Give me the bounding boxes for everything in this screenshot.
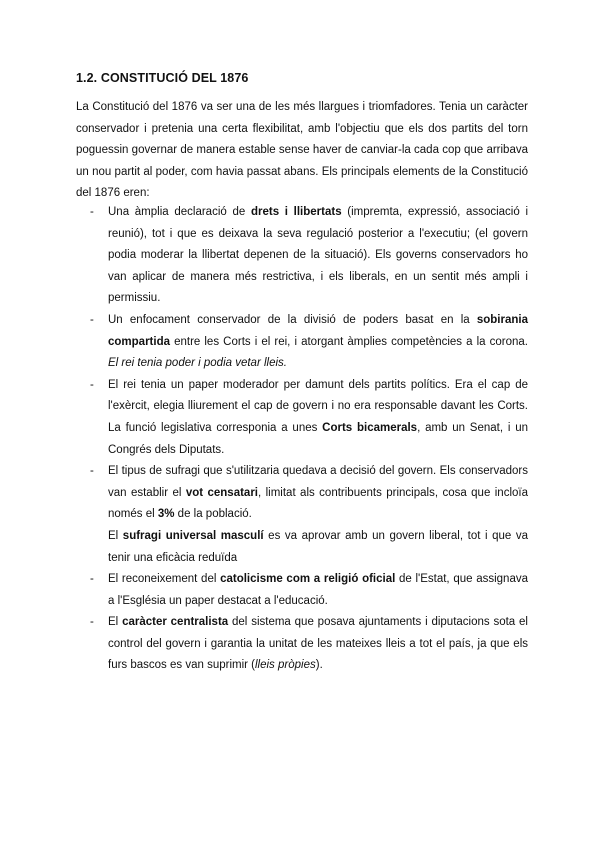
elements-list <box>76 202 528 677</box>
list-item-continuation: El sufragi universal masculí es va aprovar amb un govern liberal, tot i que va tenir una eficàcia reduïda <box>108 529 529 564</box>
list-item <box>76 202 528 310</box>
list-item-text: El reconeixement del catolicisme com a religió oficial de l'Estat, que assignava a l'Església un paper destacat a l'educació. <box>108 573 528 607</box>
list-bullet: - <box>90 378 94 391</box>
list-bullet: - <box>90 206 94 218</box>
list-item-text: Un enfocament conservador de la divisió de poders basat en la sobirania compartida entre les Corts i el rei, i atorgant àmplies competències a la corona. El rei tenia poder i podia vetar lleis. <box>108 313 528 370</box>
list-bullet: - <box>90 313 94 326</box>
list-item <box>76 612 528 677</box>
list-bullet: - <box>90 616 94 629</box>
list-bullet: - <box>90 465 94 478</box>
list-item <box>76 461 528 569</box>
list-item <box>76 375 528 461</box>
list-item-text: El rei tenia un paper moderador per damunt dels partits polítics. Era el cap de l'exèrcit, elegia lliurement el cap de govern i no era responsable davant les Corts. La funció legislativa corresponia a unes Corts bicamerals, amb un Senat, i un Congrés dels Diputats. <box>108 378 528 456</box>
list-item <box>76 569 528 612</box>
list-item-text: Una àmplia declaració de drets i llibertats (impremta, expressió, associació i reunió), tot i que es deixava la seva regulació posterior a l'executiu; (el govern podia moderar la llibertat depenen de la situació). Els governs conservadors ho van aplicar de manera més restrictiva, i els liberals, en un sentit més ampli i permissiu. <box>108 206 528 305</box>
list-item-text: El caràcter centralista del sistema que posava ajuntaments i diputacions sota el control del govern i garantia la unitat de les mateixes lleis a tot el país, ja que els furs bascos es van suprimir (lleis pròpies). <box>108 616 528 672</box>
section-heading: 1.2. CONSTITUCIÓ DEL 1876 <box>76 71 249 85</box>
list-bullet: - <box>90 573 94 586</box>
list-item <box>76 310 528 375</box>
intro-paragraph: La Constitució del 1876 va ser una de les més llargues i triomfadores. Tenia un caràcter conservador i pretenia una certa flexibilitat, amb l'objectiu que els dos partits del torn poguessin governar de manera estable sense haver de canviar-la cada cop que arribava un nou partit al poder, com havia passat abans. Els principals elements de la Constitució del 1876 eren: <box>76 101 528 200</box>
list-item-text: El tipus de sufragi que s'utilitzaria quedava a decisió del govern. Els conservadors van establir el vot censatari, limitat als contribuents principals, cosa que incloïa només el 3% de la població. <box>108 465 528 521</box>
